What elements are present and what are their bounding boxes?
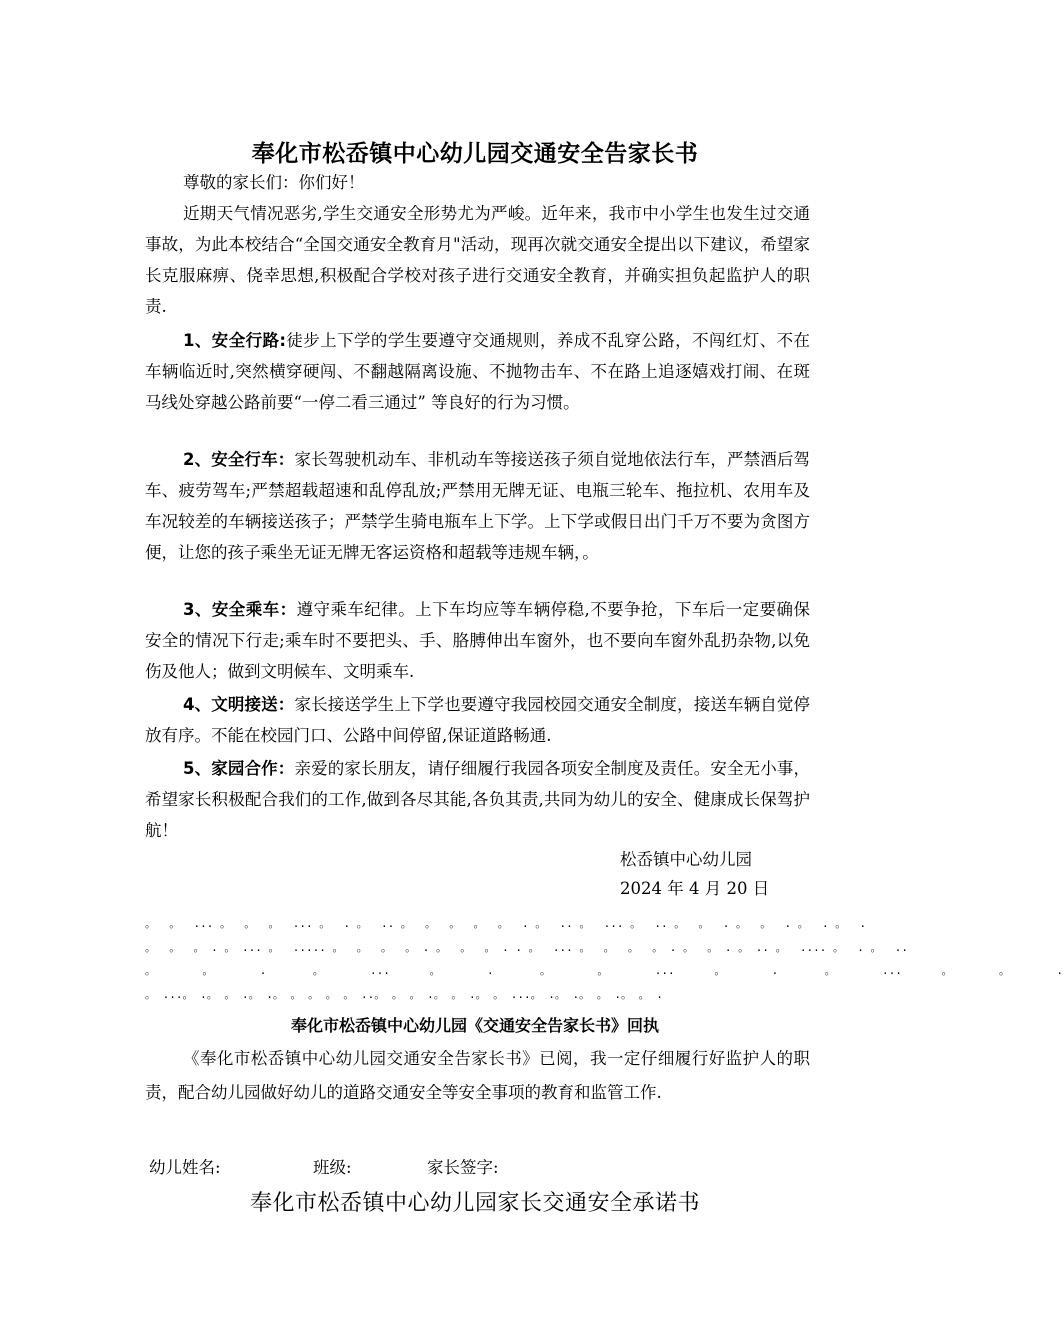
- pledge-title: 奉化市松岙镇中心幼儿园家长交通安全承诺书: [249, 1191, 700, 1216]
- parent-signature-field: 家长签字:: [427, 1158, 499, 1177]
- item-3-text: 遵守乘车纪律。上下车均应等车辆停稳,不要争抢，下车后一定要确保安全的情况下行走;乘车时不要把头、手、胳膊伸出车窗外，也不要向车窗外乱扔杂物,以免伤及他人；做到文明候车、文明乘车.: [145, 600, 810, 681]
- document-title: 奉化市松岙镇中心幼儿园交通安全告家长书: [251, 141, 699, 167]
- reply-slip-fields: [149, 1152, 499, 1183]
- item-5-text: 亲爱的家长朋友，请仔细履行我园各项安全制度及责任。安全无小事，希望家长积极配合我们的工作,做到各尽其能,各负其责,共同为幼儿的安全、健康成长保驾护航！: [145, 759, 811, 840]
- child-name-field: 幼儿姓名:: [149, 1158, 221, 1177]
- greeting: 尊敬的家长们：你们好！: [183, 173, 365, 192]
- item-5-paragraph: [145, 753, 810, 846]
- cut-line-row-3: 。 。 . 。 ... 。 . 。 。 ... 。 . 。 ... 。 。 .: [145, 964, 1063, 977]
- item-4-heading: 4、文明接送：: [183, 695, 295, 714]
- item-3-heading: 3、安全乘车：: [183, 600, 297, 619]
- signature-organization: 松岙镇中心幼儿园: [620, 850, 752, 869]
- item-5-heading: 5、家园合作：: [183, 759, 295, 778]
- cut-line-row-1: 。 。 ... 。 。 。 ... 。 . 。 .. 。 。 。 。 。 . 。 .. 。 ... 。 .. 。 。 . 。 。 . 。 . 。 .: [145, 917, 867, 930]
- item-2-text: 家长驾驶机动车、非机动车等接送孩子须自觉地依法行车，严禁酒后驾车、疲劳驾车;严禁超载超速和乱停乱放;严禁用无牌无证、电瓶三轮车、拖拉机、农用车及车况较差的车辆接送孩子；严禁学生骑电瓶车上下学。上下学或假日出门千万不要为贪图方便，让您的孩子乘坐无证无牌无客运资格和超载等违规车辆，。: [145, 450, 811, 562]
- intro-paragraph: 近期天气情况恶劣,学生交通安全形势尤为严峻。近年来，我市中小学生也发生过交通事故，为此本校结合“全国交通安全教育月"活动，现再次就交通安全提出以下建议，希望家长克服麻痹、侥幸思想,积极配合学校对孩子进行交通安全教育，并确实担负起监护人的职责.: [145, 204, 810, 316]
- item-3-paragraph: [145, 594, 810, 687]
- reply-slip-title: 奉化市松岙镇中心幼儿园《交通安全告家长书》回执: [290, 1016, 659, 1035]
- item-2-heading: 2、安全行车：: [183, 450, 295, 469]
- signature-date: 2024 年 4 月 20 日: [620, 879, 770, 898]
- item-1-paragraph: [145, 325, 810, 418]
- item-4-paragraph: [145, 689, 810, 751]
- cut-line-row-2: 。 。 。 . 。 ... 。 ..... 。 。 。 。 . 。 。 。 . . 。 ... 。 。 。 。 . 。 。 . 。 .. 。 .... 。 . 。 ..: [145, 941, 908, 954]
- cut-line-row-4: 。 ...。 .。 。 .。 .。 。 。 。 。 ..。 。 。 .。 。 .。 。 ...。 .。 .。 。 .。 。 .: [145, 988, 663, 1001]
- reply-slip-paragraph: 《奉化市松岙镇中心幼儿园交通安全告家长书》已阅，我一定仔细履行好监护人的职责，配合幼儿园做好幼儿的道路交通安全等安全事项的教育和监管工作.: [145, 1049, 810, 1102]
- item-2-paragraph: [145, 444, 810, 568]
- item-1-text: 徒步上下学的学生要遵守交通规则，养成不乱穿公路，不闯红灯、不在车辆临近时,突然横穿硬闯、不翻越隔离设施、不抛物击车、不在路上追逐嬉戏打闹、在斑马线处穿越公路前要“一停二看三通过” 等良好的行为习惯。: [145, 331, 810, 412]
- item-1-heading: 1、安全行路:: [183, 331, 286, 350]
- item-4-text: 家长接送学生上下学也要遵守我园校园交通安全制度，接送车辆自觉停放有序。不能在校园门口、公路中间停留,保证道路畅通.: [145, 695, 811, 745]
- class-field: 班级:: [313, 1158, 352, 1177]
